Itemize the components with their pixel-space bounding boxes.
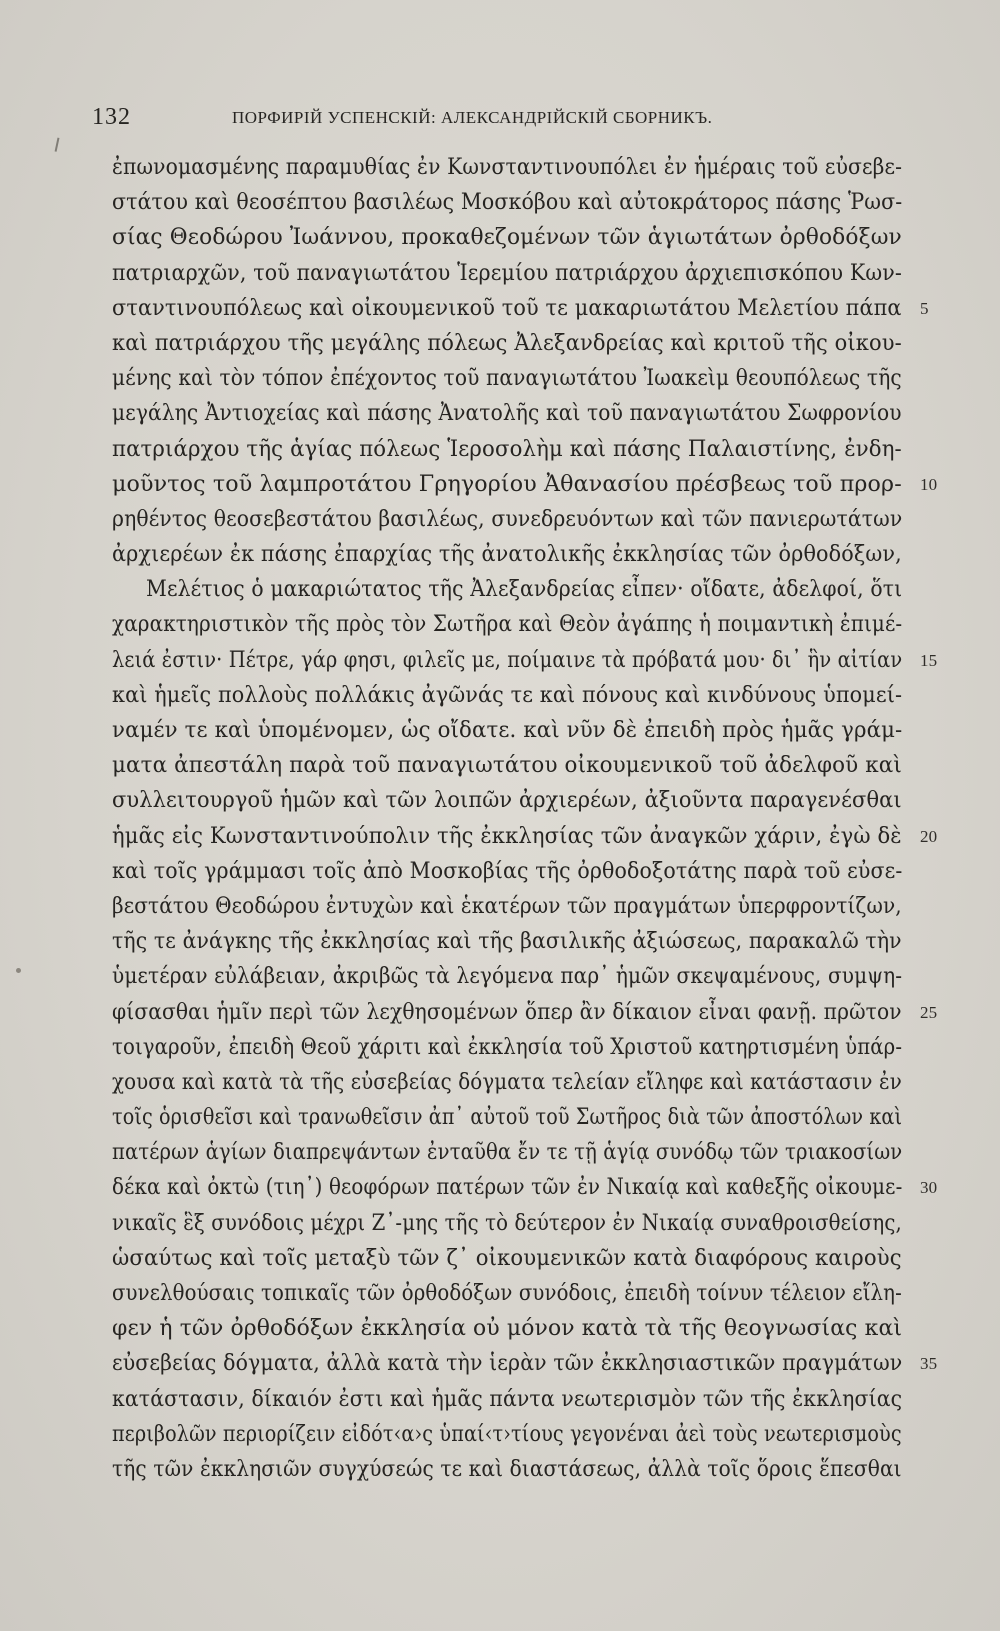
line-text: σταντινουπόλεως καὶ οἰκουμενικοῦ τοῦ τε μακαριωτάτου Μελετίου πάπα — [112, 294, 902, 321]
line-text: ὑμετέραν εὐλάβειαν, ἀκριβῶς τὰ λεγόμενα παρ᾽ ἡμῶν σκεψαμένους, συμψη- — [112, 963, 903, 990]
line-text: καὶ ἡμεῖς πολλοὺς πολλάκις ἀγῶνάς τε καὶ πόνους καὶ κινδύνους ὑπομεί- — [112, 681, 903, 708]
text-line — [112, 1311, 902, 1346]
text-line — [112, 854, 902, 889]
text-line — [112, 1417, 902, 1452]
running-title: ПОРФИРІЙ УСПЕНСКІЙ: АЛЕКСАНДРІЙСКІЙ СБОРНИКЪ. — [232, 108, 713, 127]
page-number: 132 — [92, 104, 131, 130]
text-line — [112, 326, 902, 361]
line-text: ἐπωνομασμένης παραμυθίας ἐν Κωνσταντινουπόλει ἐν ἡμέραις τοῦ εὐσεβε- — [112, 154, 903, 180]
text-line — [112, 185, 902, 220]
line-text: περιβολῶν περιορίζειν εἰδότ‹α›ς ὑπαί‹τ›τίους γεγονέναι ἀεὶ τοὺς νεωτερισμοὺς — [112, 1420, 902, 1447]
text-line — [112, 643, 938, 678]
text-line — [112, 1100, 902, 1135]
line-number: 5 — [920, 298, 929, 318]
line-number: 25 — [920, 1002, 938, 1022]
line-text: ὡσαύτως καὶ τοῖς μεταξὺ τῶν ζ᾽ οἰκουμενικῶν κατὰ διαφόρους καιροὺς — [112, 1244, 902, 1271]
line-text: τοῖς ὁρισθεῖσι καὶ τρανωθεῖσιν ἀπ᾽ αὐτοῦ τοῦ Σωτῆρος διὰ τῶν ἀποστόλων καὶ — [112, 1104, 903, 1131]
line-text: πατριάρχου τῆς ἁγίας πόλεως Ἱεροσολὴμ καὶ πάσης Παλαιστίνης, ἐνδη- — [112, 435, 902, 462]
text-line — [112, 1241, 902, 1276]
text-line — [112, 1382, 902, 1417]
text-line — [112, 748, 902, 783]
text-line — [112, 959, 902, 994]
line-number: 35 — [920, 1354, 938, 1374]
line-text: σίας Θεοδώρου Ἰωάννου, προκαθεζομένων τῶν ἁγιωτάτων ὀρθοδόξων — [112, 224, 902, 251]
line-text: στάτου καὶ θεοσέπτου βασιλέως Μοσκόβου καὶ αὐτοκράτορος πάσης Ῥωσ- — [112, 189, 903, 216]
line-text: μεγάλης Ἀντιοχείας καὶ πάσης Ἀνατολῆς καὶ τοῦ παναγιωτάτου Σωφρονίου — [112, 400, 902, 427]
line-number: 10 — [920, 474, 938, 494]
line-text: νικαῖς ἓξ συνόδοις μέχρι Ζ᾽-μης τῆς τὸ δεύτερον ἐν Νικαίᾳ συναθροισθείσης, — [112, 1209, 902, 1236]
line-text: εὐσεβείας δόγματα, ἀλλὰ κατὰ τὴν ἱερὰν τῶν ἐκκλησιαστικῶν πραγμάτων — [112, 1350, 903, 1377]
line-text: συνελθούσαις τοπικαῖς τῶν ὀρθοδόξων συνόδοις, ἐπειδὴ τοίνυν τέλειον εἴλη- — [112, 1280, 902, 1306]
line-number: 15 — [920, 650, 938, 670]
text-line — [112, 889, 902, 924]
text-line — [112, 537, 902, 572]
line-text: χουσα καὶ κατὰ τὰ τῆς εὐσεβείας δόγματα τελείαν εἴληφε καὶ κατάστασιν ἐν — [112, 1068, 902, 1095]
line-text: τῆς τῶν ἐκκλησιῶν συγχύσεώς τε καὶ διαστάσεως, ἀλλὰ τοῖς ὅροις ἕπεσθαι — [112, 1455, 902, 1482]
line-text: Μελέτιος ὁ μακαριώτατος τῆς Ἀλεξανδρείας εἶπεν· οἴδατε, ἀδελφοί, ὅτι — [146, 576, 903, 603]
text-line — [112, 1206, 902, 1241]
margin-dot — [16, 968, 21, 973]
line-text: πατριαρχῶν, τοῦ παναγιωτάτου Ἱερεμίου πατριάρχου ἀρχιεπισκόπου Κων- — [112, 259, 902, 286]
text-line — [112, 467, 938, 502]
text-line — [112, 1346, 938, 1381]
line-number: 30 — [920, 1178, 938, 1198]
line-text: καὶ πατριάρχου τῆς μεγάλης πόλεως Ἀλεξανδρείας καὶ κριτοῦ τῆς οἰκου- — [112, 329, 902, 356]
line-text: λειά ἐστιν· Πέτρε, γάρ φησι, φιλεῖς με, ποίμαινε τὰ πρόβατά μου· δι᾽ ἣν αἰτίαν — [112, 646, 903, 673]
margin-mark — [55, 138, 63, 153]
text-line — [112, 291, 929, 326]
text-line — [112, 1170, 938, 1205]
text-line — [112, 256, 902, 291]
line-text: τοιγαροῦν, ἐπειδὴ Θεοῦ χάριτι καὶ ἐκκλησία τοῦ Χριστοῦ κατηρτισμένη ὑπάρ- — [112, 1033, 903, 1060]
greek-text-body — [112, 150, 938, 1487]
text-line — [112, 607, 902, 642]
line-text: μένης καὶ τὸν τόπον ἐπέχοντος τοῦ παναγιωτάτου Ἰωακεὶμ θεουπόλεως τῆς — [112, 365, 902, 392]
line-text: ἡμᾶς εἰς Κωνσταντινούπολιν τῆς ἐκκλησίας τῶν ἀναγκῶν χάριν, ἐγὼ δὲ — [112, 822, 902, 849]
text-line — [112, 1452, 902, 1487]
line-text: μοῦντος τοῦ λαμπροτάτου Γρηγορίου Ἀθανασίου πρέσβεως τοῦ προρ- — [112, 470, 902, 497]
text-line — [112, 572, 902, 607]
line-text: ναμέν τε καὶ ὑπομένομεν, ὡς οἴδατε. καὶ νῦν δὲ ἐπειδὴ πρὸς ἡμᾶς γράμ- — [112, 717, 903, 743]
text-line — [112, 220, 902, 255]
line-text: βεστάτου Θεοδώρου ἐντυχὼν καὶ ἑκατέρων τῶν πραγμάτων ὑπερφροντίζων, — [112, 892, 902, 919]
line-text: καὶ τοῖς γράμμασι τοῖς ἀπὸ Μοσκοβίας τῆς ὀρθοδοξοτάτης παρὰ τοῦ εὐσε- — [112, 857, 903, 884]
line-text: δέκα καὶ ὀκτὼ (τιη᾽) θεοφόρων πατέρων τῶν ἐν Νικαίᾳ καὶ καθεξῆς οἰκουμε- — [112, 1174, 903, 1201]
text-line — [112, 150, 902, 185]
line-text: χαρακτηριστικὸν τῆς πρὸς τὸν Σωτῆρα καὶ Θεὸν ἀγάπης ἡ ποιμαντικὴ ἐπιμέ- — [112, 611, 903, 638]
text-line — [112, 432, 902, 467]
line-text: πατέρων ἁγίων διαπρεψάντων ἐνταῦθα ἔν τε τῇ ἁγίᾳ συνόδῳ τῶν τριακοσίων — [112, 1139, 903, 1166]
line-text: τῆς τε ἀνάγκης τῆς ἐκκλησίας καὶ τῆς βασιλικῆς ἀξιώσεως, παρακαλῶ τὴν — [112, 928, 902, 955]
text-line — [112, 995, 938, 1030]
line-text: κατάστασιν, δίκαιόν ἐστι καὶ ἡμᾶς πάντα νεωτερισμὸν τῶν τῆς ἐκκλησίας — [112, 1385, 903, 1412]
text-line — [112, 1135, 902, 1170]
line-number: 20 — [920, 826, 938, 846]
text-line — [112, 1276, 902, 1311]
text-line — [112, 1030, 902, 1065]
text-line — [112, 678, 902, 713]
line-text: συλλειτουργοῦ ἡμῶν καὶ τῶν λοιπῶν ἀρχιερέων, ἀξιοῦντα παραγενέσθαι — [112, 787, 902, 814]
line-text: ρηθέντος θεοσεβεστάτου βασιλέως, συνεδρευόντων καὶ τῶν πανιερωτάτων — [112, 505, 903, 532]
text-line — [112, 924, 902, 959]
line-text: φεν ἡ τῶν ὀρθοδόξων ἐκκλησία οὐ μόνον κατὰ τὰ τῆς θεογνωσίας καὶ — [112, 1315, 903, 1342]
text-line — [112, 819, 938, 854]
text-line — [112, 361, 902, 396]
text-line — [112, 783, 902, 818]
line-text: ἀρχιερέων ἐκ πάσης ἐπαρχίας τῆς ἀνατολικῆς ἐκκλησίας τῶν ὀρθοδόξων, — [112, 541, 902, 568]
text-line — [112, 502, 902, 537]
text-line — [112, 713, 902, 748]
text-line — [112, 396, 902, 431]
line-text: φίσασθαι ἡμῖν περὶ τῶν λεχθησομένων ὅπερ ἂν δίκαιον εἶναι φανῇ. πρῶτον — [112, 998, 902, 1025]
running-head — [92, 104, 772, 138]
text-line — [112, 1065, 902, 1100]
line-text: ματα ἀπεστάλη παρὰ τοῦ παναγιωτάτου οἰκουμενικοῦ τοῦ ἀδελφοῦ καὶ — [112, 752, 902, 779]
